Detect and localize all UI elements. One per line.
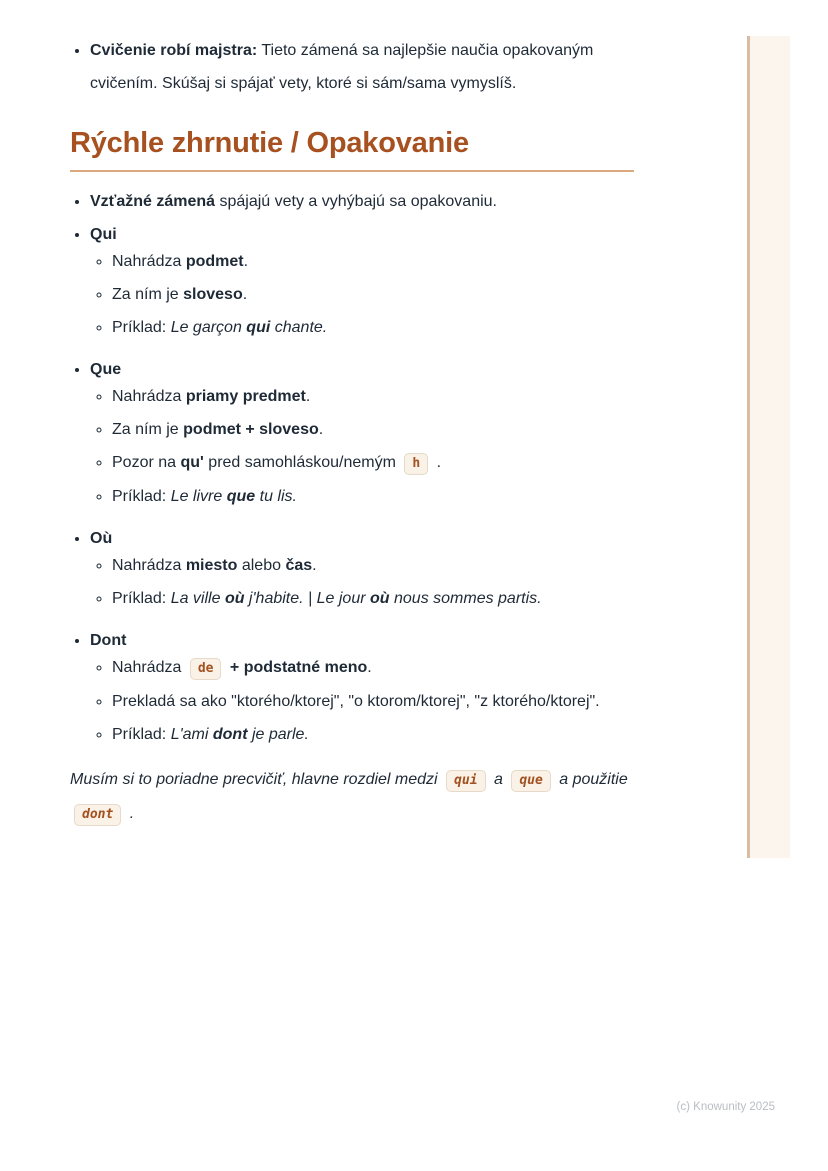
- summary-item-qui: [90, 218, 634, 344]
- sub-item: [112, 446, 634, 480]
- text-segment: Príklad:: [112, 319, 171, 336]
- text-segment: .: [367, 659, 372, 676]
- note-paragraph: [70, 763, 634, 831]
- text-segment: priamy predmet: [185, 388, 306, 405]
- text-segment: Za ním je: [112, 421, 184, 438]
- text-segment: a použitie: [554, 771, 628, 788]
- text-segment: nous sommes partis.: [389, 590, 542, 607]
- text-segment: .: [312, 557, 317, 574]
- text-segment: chante.: [270, 319, 328, 336]
- sub-list: [90, 651, 634, 751]
- text-segment: Pozor na: [112, 454, 181, 471]
- text-segment: je parle.: [247, 726, 309, 743]
- text-segment: spájajú vety a vyhýbajú sa opakovaniu.: [215, 193, 497, 210]
- text-segment: La ville: [170, 590, 225, 607]
- sub-item: [112, 311, 634, 344]
- text-segment: podmet + sloveso: [183, 421, 319, 438]
- term-title: Qui: [90, 226, 117, 243]
- text-segment: Nahrádza: [112, 388, 186, 405]
- text-segment: tu lis.: [255, 488, 297, 505]
- code-badge: h: [404, 453, 428, 475]
- code-badge: dont: [74, 804, 121, 826]
- text-segment: miesto: [185, 557, 238, 574]
- text-segment: Za ním je: [112, 286, 184, 303]
- text-segment: qu': [180, 454, 204, 471]
- sub-item: [112, 380, 634, 413]
- text-segment: .: [432, 454, 442, 471]
- sub-item: [112, 480, 634, 513]
- text-segment: .: [125, 805, 135, 822]
- text-segment: Príklad:: [112, 488, 171, 505]
- text-segment: que: [226, 488, 256, 505]
- summary-item-vztazne: [90, 185, 634, 218]
- text-segment: Prekladá sa ako "ktorého/ktorej", "o ktorom/ktorej", "z ktorého/ktorej".: [112, 693, 600, 710]
- text-segment: Príklad:: [112, 726, 171, 743]
- text-segment: Nahrádza: [112, 253, 186, 270]
- intro-list: [70, 34, 634, 100]
- summary-item-dont: [90, 624, 634, 751]
- sub-item: [112, 685, 634, 718]
- document-content: [70, 34, 634, 831]
- text-segment: .: [305, 388, 311, 405]
- text-segment: .: [243, 253, 249, 270]
- term-title: Dont: [90, 632, 127, 649]
- code-badge: qui: [446, 770, 485, 792]
- page-title: Rýchle zhrnutie / Opakovanie: [70, 125, 634, 172]
- text-segment: sloveso: [183, 286, 243, 303]
- code-badge: de: [190, 658, 222, 680]
- text-segment: j'habite. | Le jour: [244, 590, 370, 607]
- code-badge: que: [511, 770, 550, 792]
- text-segment: Le livre: [170, 488, 227, 505]
- text-segment: L'ami: [170, 726, 213, 743]
- sub-item: [112, 413, 634, 446]
- summary-item-ou: [90, 522, 634, 615]
- sub-item: [112, 582, 634, 615]
- text-segment: + podstatné meno: [225, 659, 368, 676]
- text-segment: Nahrádza: [112, 557, 186, 574]
- sub-list: [90, 245, 634, 344]
- text-segment: dont: [212, 726, 248, 743]
- intro-item: [90, 34, 634, 100]
- text-segment: Nahrádza: [112, 659, 186, 676]
- sub-item: [112, 245, 634, 278]
- text-segment: .: [242, 286, 248, 303]
- text-segment: Musím si to poriadne precvičiť, hlavne rozdiel medzi: [70, 771, 443, 788]
- summary-item-que: [90, 353, 634, 513]
- term-title: Où: [90, 530, 113, 547]
- sub-list: [90, 380, 634, 513]
- text-segment: Vzťažné zámená: [90, 193, 216, 210]
- text-segment: Cvičenie robí majstra:: [90, 42, 258, 59]
- text-segment: a: [489, 771, 508, 788]
- sub-item: [112, 651, 634, 685]
- sub-list: [90, 549, 634, 615]
- text-segment: alebo: [237, 557, 286, 574]
- text-segment: .: [318, 421, 324, 438]
- sub-item: [112, 549, 634, 582]
- text-segment: Tieto zámená sa najlepšie naučia opakovaným cvičením. Skúšaj si spájať vety, ktoré si sám/sama vymyslíš.: [90, 42, 594, 92]
- page-edge-stripe: [747, 36, 790, 858]
- sub-item: [112, 278, 634, 311]
- text-segment: Le garçon: [170, 319, 247, 336]
- text-segment: où: [224, 590, 245, 607]
- summary-list: [70, 185, 634, 751]
- term-title: Que: [90, 361, 122, 378]
- text-segment: qui: [246, 319, 271, 336]
- text-segment: Príklad:: [112, 590, 171, 607]
- text-segment: pred samohláskou/nemým: [203, 454, 401, 471]
- text-segment: où: [370, 590, 390, 607]
- copyright: (c) Knowunity 2025: [676, 1101, 775, 1113]
- sub-item: [112, 718, 634, 751]
- text-segment: podmet: [185, 253, 244, 270]
- text-segment: čas: [285, 557, 313, 574]
